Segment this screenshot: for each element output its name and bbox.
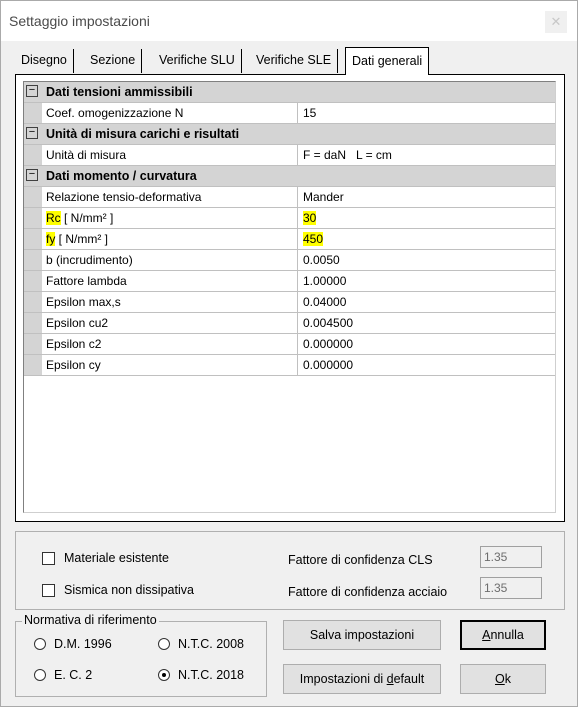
- property-name: Coef. omogenizzazione N: [42, 103, 298, 123]
- fattore-confidenza-acciaio-label: Fattore di confidenza acciaio: [288, 585, 448, 599]
- property-row[interactable]: [24, 208, 555, 229]
- fattore-confidenza-acciaio-field[interactable]: 1.35: [480, 577, 542, 599]
- property-value[interactable]: 1.00000: [303, 274, 347, 288]
- property-name: Fattore lambda: [42, 271, 298, 291]
- collapse-icon[interactable]: −: [26, 85, 38, 97]
- button-label: k: [504, 672, 511, 686]
- radio-ec2[interactable]: [34, 669, 46, 681]
- property-value[interactable]: F = daN L = cm: [303, 148, 392, 162]
- row-gutter: [24, 334, 42, 354]
- highlighted-symbol: fy: [46, 232, 56, 246]
- tab-verifiche-sle[interactable]: Verifiche SLE: [250, 49, 338, 73]
- highlighted-value: 450: [303, 232, 324, 246]
- category-label: Dati momento / curvatura: [46, 169, 197, 183]
- row-gutter: [24, 313, 42, 333]
- mnemonic: O: [495, 672, 505, 686]
- property-name: b (incrudimento): [42, 250, 298, 270]
- property-value[interactable]: 0.004500: [303, 316, 354, 330]
- property-name: Epsilon cu2: [42, 313, 298, 333]
- button-label: efault: [393, 672, 425, 686]
- sismica-label[interactable]: Sismica non dissipativa: [64, 583, 194, 597]
- fattore-confidenza-cls-label: Fattore di confidenza CLS: [288, 553, 433, 567]
- row-gutter: [24, 229, 42, 249]
- radio-dm-1996[interactable]: [34, 638, 46, 650]
- property-row[interactable]: [24, 250, 555, 271]
- tab-verifiche-slu[interactable]: Verifiche SLU: [153, 49, 242, 73]
- highlighted-value: 30: [303, 211, 317, 225]
- close-icon[interactable]: ✕: [545, 11, 567, 33]
- row-gutter: [24, 355, 42, 375]
- options-group: [15, 531, 565, 610]
- dati-generali-panel: [15, 74, 565, 522]
- property-name: [42, 229, 298, 249]
- ok-button[interactable]: [460, 664, 546, 694]
- row-gutter: [24, 103, 42, 123]
- category-unita-misura[interactable]: [24, 124, 555, 145]
- property-value[interactable]: 0.0050: [303, 253, 340, 267]
- row-gutter: [24, 250, 42, 270]
- property-row[interactable]: [24, 334, 555, 355]
- row-gutter: [24, 292, 42, 312]
- radio-ntc-2008[interactable]: [158, 638, 170, 650]
- property-name: Epsilon max,s: [42, 292, 298, 312]
- property-name: Epsilon cy: [42, 355, 298, 375]
- property-row[interactable]: [24, 292, 555, 313]
- normativa-group: [15, 613, 267, 697]
- property-name: Epsilon c2: [42, 334, 298, 354]
- property-value[interactable]: [299, 208, 555, 228]
- mnemonic: A: [482, 628, 491, 642]
- property-name: [42, 208, 298, 228]
- tab-sezione[interactable]: Sezione: [84, 49, 142, 73]
- normativa-legend: Normativa di riferimento: [24, 613, 157, 627]
- collapse-icon[interactable]: −: [26, 127, 38, 139]
- sismica-checkbox[interactable]: [42, 584, 55, 597]
- collapse-icon[interactable]: −: [26, 169, 38, 181]
- unit-label: [ N/mm² ]: [55, 232, 109, 246]
- unit-label: [ N/mm² ]: [60, 211, 114, 225]
- property-row[interactable]: [24, 271, 555, 292]
- highlighted-symbol: Rc: [46, 211, 61, 225]
- materiale-esistente-label[interactable]: Materiale esistente: [64, 551, 169, 565]
- row-gutter: [24, 187, 42, 207]
- impostazioni-default-button[interactable]: [283, 664, 441, 694]
- property-row[interactable]: [24, 187, 555, 208]
- mnemonic: d: [386, 672, 394, 686]
- property-value[interactable]: 0.000000: [303, 337, 354, 351]
- property-value[interactable]: Mander: [303, 190, 344, 204]
- tab-dati-generali[interactable]: Dati generali: [345, 47, 429, 75]
- fattore-confidenza-cls-field[interactable]: 1.35: [480, 546, 542, 568]
- radio-label[interactable]: N.T.C. 2018: [178, 668, 245, 682]
- materiale-esistente-checkbox[interactable]: [42, 552, 55, 565]
- salva-impostazioni-button[interactable]: Salva impostazioni: [283, 620, 441, 650]
- annulla-button[interactable]: [460, 620, 546, 650]
- window-title: Settaggio impostazioni: [9, 13, 150, 29]
- title-bar: [1, 1, 577, 41]
- radio-label[interactable]: D.M. 1996: [54, 637, 112, 651]
- button-label: nnulla: [490, 628, 524, 642]
- row-gutter: [24, 271, 42, 291]
- property-value[interactable]: 0.000000: [303, 358, 354, 372]
- property-row[interactable]: [24, 355, 555, 376]
- category-label: Dati tensioni ammissibili: [46, 85, 193, 99]
- radio-ntc-2018[interactable]: [158, 669, 170, 681]
- button-label: Impostazioni di: [299, 672, 387, 686]
- property-grid: [23, 81, 556, 513]
- property-name: Unità di misura: [42, 145, 298, 165]
- row-gutter: [24, 145, 42, 165]
- category-label: Unità di misura carichi e risultati: [46, 127, 240, 141]
- row-gutter: [24, 208, 42, 228]
- property-row[interactable]: [24, 145, 555, 166]
- radio-label[interactable]: E. C. 2: [54, 668, 93, 682]
- property-value[interactable]: 15: [303, 106, 317, 120]
- category-dati-tensioni[interactable]: [24, 82, 555, 103]
- property-row[interactable]: [24, 229, 555, 250]
- category-momento-curvatura[interactable]: [24, 166, 555, 187]
- radio-label[interactable]: N.T.C. 2008: [178, 637, 245, 651]
- property-name: Relazione tensio-deformativa: [42, 187, 298, 207]
- property-value[interactable]: 0.04000: [303, 295, 347, 309]
- property-row[interactable]: [24, 103, 555, 124]
- tab-disegno[interactable]: Disegno: [15, 49, 74, 73]
- property-value[interactable]: [299, 229, 555, 249]
- property-row[interactable]: [24, 313, 555, 334]
